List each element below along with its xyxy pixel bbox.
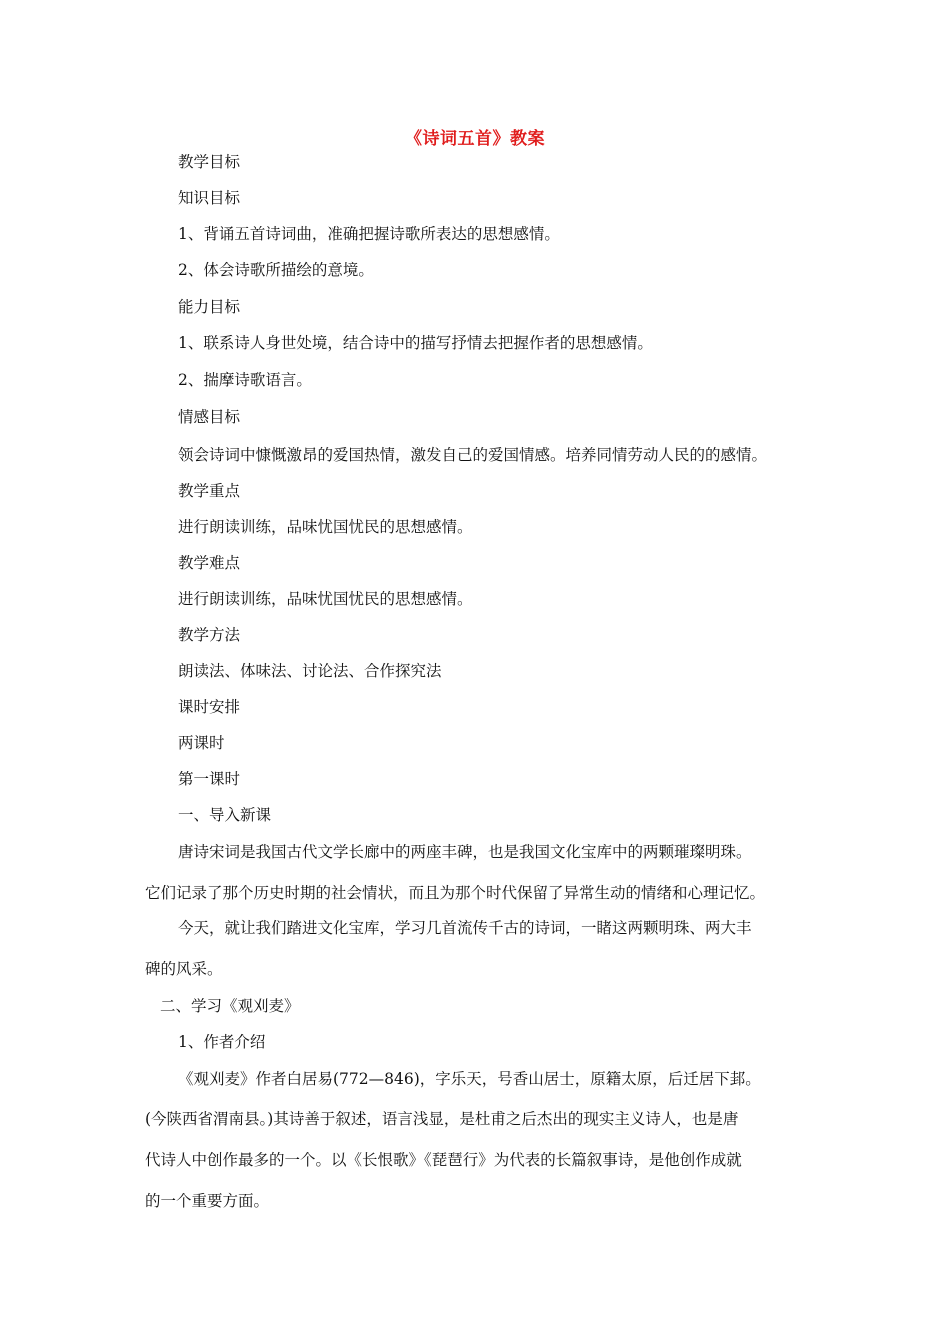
schedule-text: 两课时 — [178, 734, 225, 752]
paragraph-line: 碑的风采。 — [145, 960, 223, 978]
ability-goal-2: 2、揣摩诗歌语言。 — [178, 371, 312, 389]
heading-introduction: 一、导入新课 — [178, 806, 272, 824]
document-title: 《诗词五首》教案 — [405, 129, 545, 149]
knowledge-goal-2: 2、体会诗歌所描绘的意境。 — [178, 261, 374, 279]
paragraph-line: 的一个重要方面。 — [145, 1192, 270, 1210]
heading-author-intro: 1、作者介绍 — [178, 1033, 266, 1051]
heading-methods: 教学方法 — [178, 626, 241, 644]
heading-knowledge-goals: 知识目标 — [178, 189, 241, 207]
difficulties-text: 进行朗读训练，品味忧国忧民的思想感情。 — [178, 590, 473, 608]
paragraph-line: 代诗人中创作最多的一个。以《长恨歌》《琵琶行》为代表的长篇叙事诗，是他创作成就 — [145, 1151, 742, 1169]
paragraph-line: 《观刈麦》作者白居易(772—846)，字乐天，号香山居士，原籍太原，后迁居下邽。 — [178, 1070, 761, 1088]
heading-first-lesson: 第一课时 — [178, 770, 241, 788]
heading-key-points: 教学重点 — [178, 482, 241, 500]
heading-teaching-goals: 教学目标 — [178, 153, 241, 171]
paragraph-line: 唐诗宋词是我国古代文学长廊中的两座丰碑，也是我国文化宝库中的两颗璀璨明珠。 — [178, 843, 752, 861]
paragraph-line: 它们记录了那个历史时期的社会情状，而且为那个时代保留了异常生动的情绪和心理记忆。 — [145, 884, 766, 902]
paragraph-line: 今天，就让我们踏进文化宝库，学习几首流传千古的诗词，一睹这两颗明珠、两大丰 — [178, 919, 752, 937]
emotion-goal-text: 领会诗词中慷慨激昂的爱国热情，激发自己的爱国情感。培养同情劳动人民的的感情。 — [178, 446, 768, 464]
methods-text: 朗读法、体味法、讨论法、合作探究法 — [178, 662, 442, 680]
heading-section-two: 二、学习《观刈麦》 — [160, 997, 300, 1015]
paragraph-line: (今陕西省渭南县。)其诗善于叙述，语言浅显，是杜甫之后杰出的现实主义诗人，也是唐 — [145, 1110, 739, 1128]
ability-goal-1: 1、联系诗人身世处境，结合诗中的描写抒情去把握作者的思想感情。 — [178, 334, 653, 352]
heading-schedule: 课时安排 — [178, 698, 241, 716]
heading-ability-goals: 能力目标 — [178, 298, 241, 316]
heading-emotion-goals: 情感目标 — [178, 408, 241, 426]
knowledge-goal-1: 1、背诵五首诗词曲，准确把握诗歌所表达的思想感情。 — [178, 225, 560, 243]
key-points-text: 进行朗读训练，品味忧国忧民的思想感情。 — [178, 518, 473, 536]
heading-difficulties: 教学难点 — [178, 554, 241, 572]
